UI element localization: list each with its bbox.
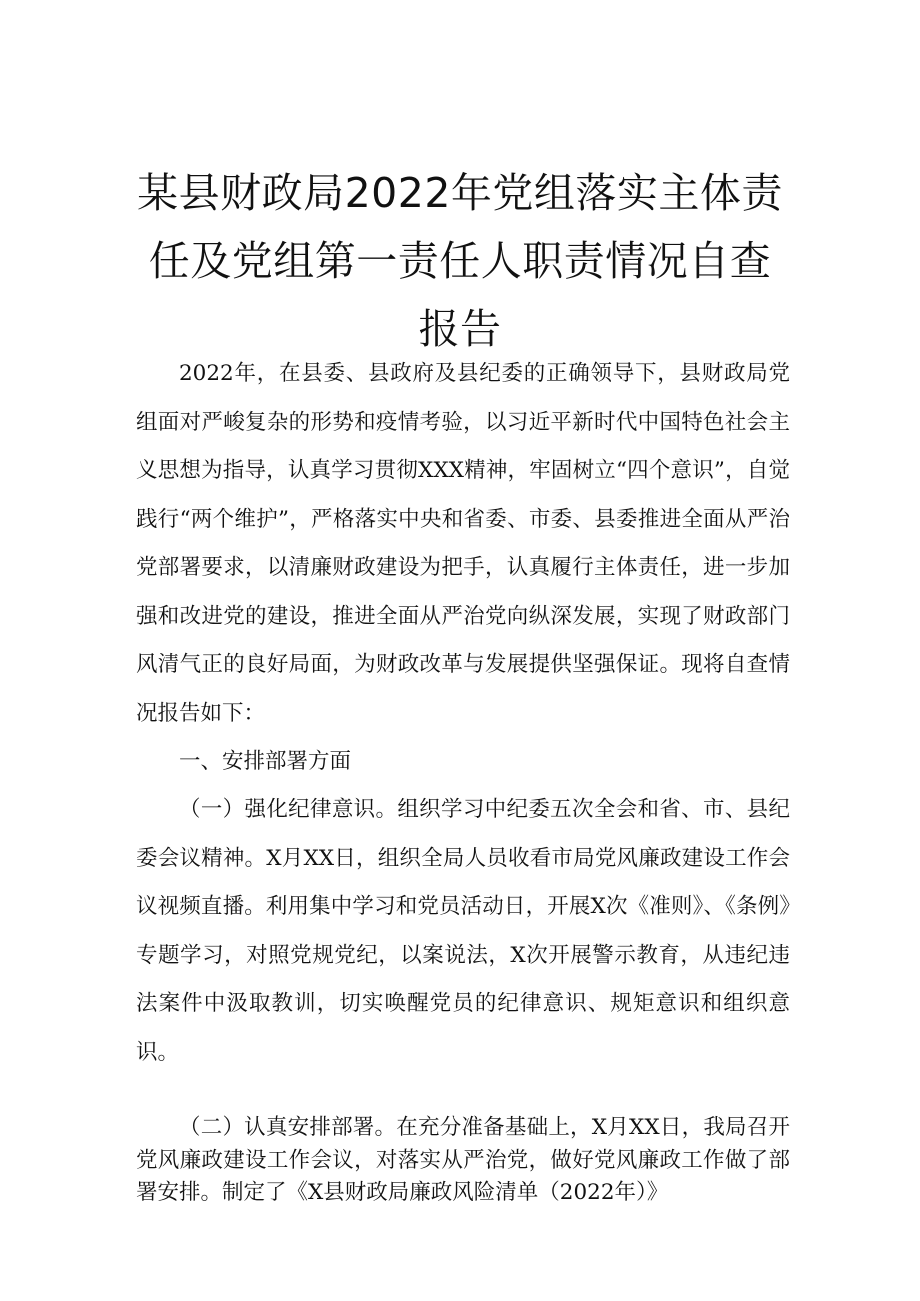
title-line-2: 任及党组第一责任人职责情况自查 bbox=[148, 237, 772, 286]
section-heading-arrangement: 一、安排部署方面 bbox=[179, 749, 352, 774]
paragraph-discipline-awareness: （一）强化纪律意识。组织学习中纪委五次全会和省、市、县纪委会议精神。X月XX日，组织全局人员收看市局党风廉政建设工作会议视频直播。利用集中学习和党员活动日，开展X次《准则》、《条例》专题学习，对照党规党纪，以案说法，X次开展警示教育，从违纪违法案件中汲取教训，切实唤醒党员的纪律意识、规矩意识和组织意识。 bbox=[136, 797, 790, 1065]
paragraph-deployment: （二）认真安排部署。在充分准备基础上，X月XX日，我局召开党风廉政建设工作会议，对落实从严治党，做好党风廉政工作做了部署安排。制定了《X县财政局廉政风险清单（2022年）》 bbox=[136, 1115, 790, 1205]
title-line-1: 某县财政局2022年党组落实主体责 bbox=[137, 169, 783, 218]
document-title bbox=[120, 159, 800, 363]
title-line-3: 报告 bbox=[418, 305, 502, 354]
intro-paragraph: 2022年，在县委、县政府及县纪委的正确领导下，县财政局党组面对严峻复杂的形势和疫情考验，以习近平新时代中国特色社会主义思想为指导，认真学习贯彻XXX精神，牢固树立“四个意识”，自觉践行“两个维护”，严格落实中央和省委、市委、县委推进全面从严治党部署要求，以清廉财政建设为把手，认真履行主体责任，进一步加强和改进党的建设，推进全面从严治党向纵深发展，实现了财政部门风清气正的良好局面，为财政改革与发展提供坚强保证。现将自查情况报告如下： bbox=[136, 361, 790, 726]
